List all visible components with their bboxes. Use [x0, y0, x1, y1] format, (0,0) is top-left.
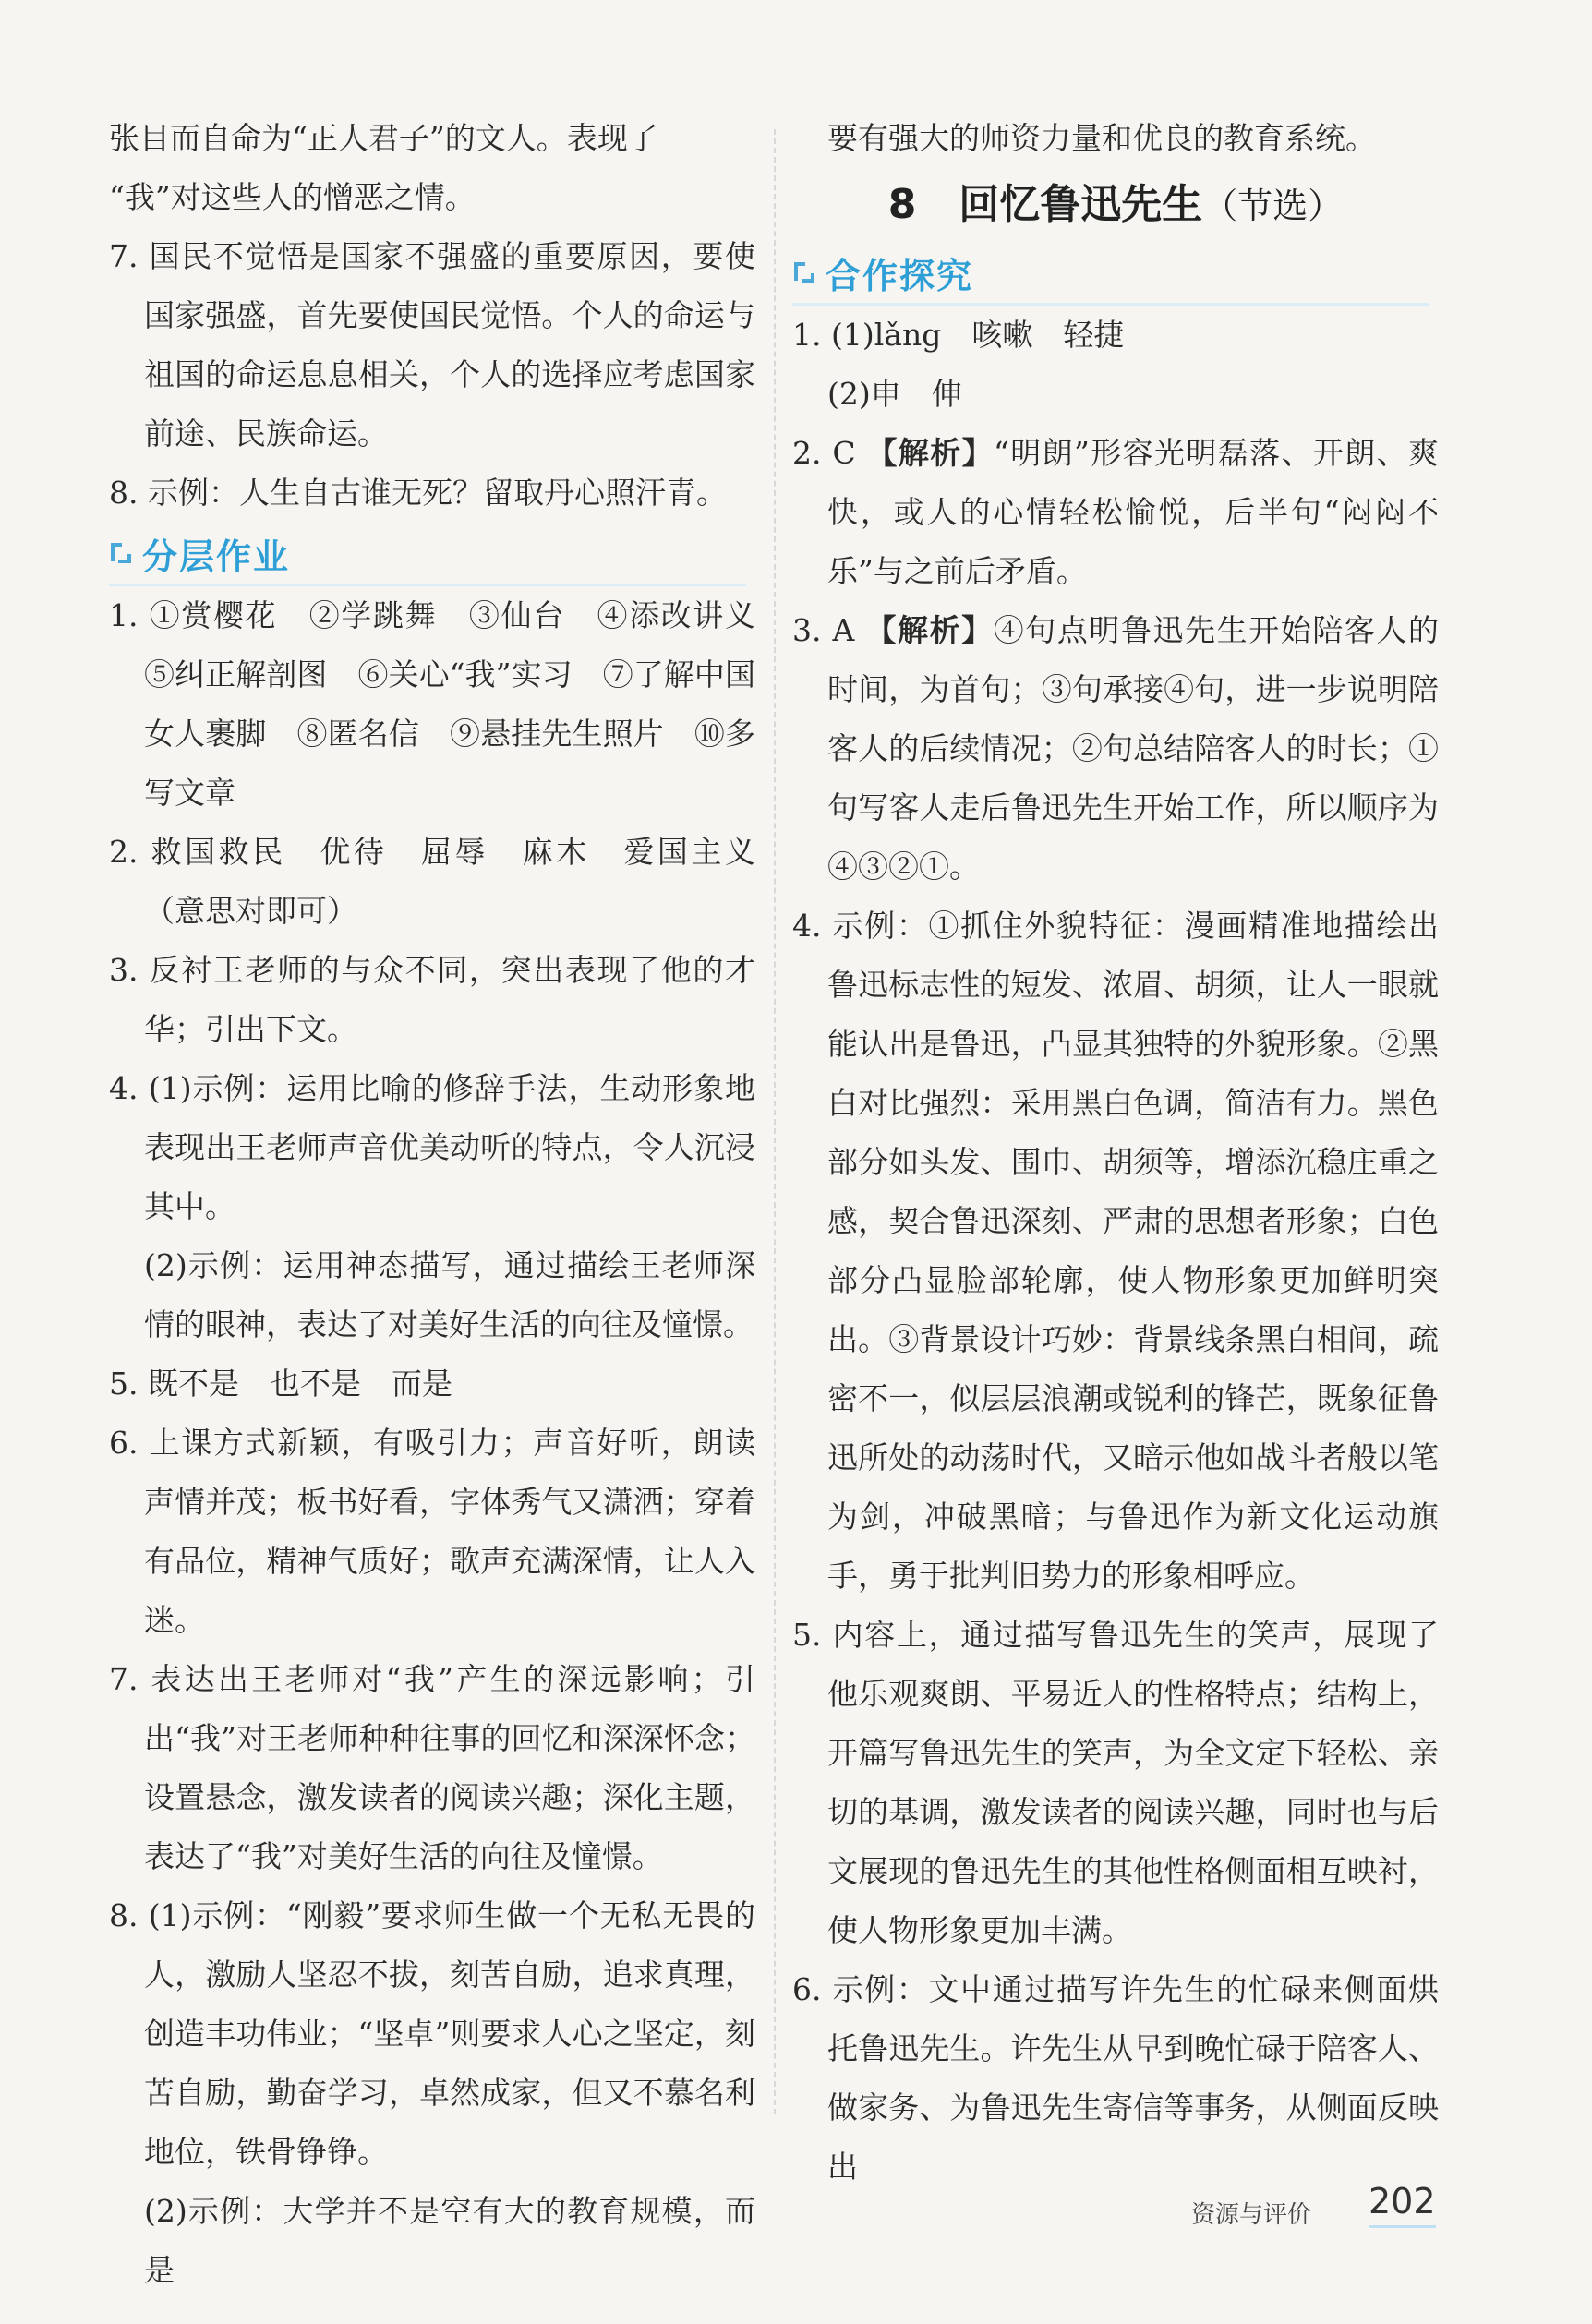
coop-answer-5: 5. 内容上，通过描写鲁迅先生的笑声，展现了他乐观爽朗、平易近人的性格特点；结构上，开篇写鲁迅先生的笑声，为全文定下轻松、亲切的基调，激发读者的阅读兴趣，同时也与后文展现的鲁迅先生的其他性格侧面相互映衬，使人物形象更加丰满。	[792, 1617, 1439, 1948]
layered-answer-2: 2. 救国救民 优待 屈辱 麻木 爱国主义（意思对即可）	[109, 834, 755, 929]
analysis-body: ④句点明鲁迅先生开始陪客人的时间，为首句；③句承接④句，进一步说明陪客人的后续情况；②句总结陪客人的时长；①句写客人走后鲁迅先生开始工作，所以顺序为④③②①。	[827, 612, 1440, 885]
page-number: 202	[1369, 2181, 1436, 2228]
intro-line-2: “我”对这些人的憎恶之情。	[109, 179, 476, 215]
layered-answer-4-part2: (2)示例：运用神态描写，通过描绘王老师深情的眼神，表达了对美好生活的向往及憧憬。	[144, 1247, 755, 1343]
section-title: 分层作业	[142, 536, 291, 577]
coop-answer-1-part2: (2)申 伸	[827, 376, 962, 412]
coop-answer-3	[792, 601, 1439, 897]
layered-answer-8-part1: 8. (1)示例：“刚毅”要求师生做一个无私无畏的人，激励人坚忍不拔，刻苦自励，追求真理，创造丰功伟业；“坚卓”则要求人心之坚定，刻苦自励，勤奋学习，卓然成家，但又不慕名利地位，铁骨铮铮。	[109, 1897, 755, 2170]
coop-answer-6: 6. 示例：文中通过描写许先生的忙碌来侧面烘托鲁迅先生。许先生从早到晚忙碌于陪客人、做家务、为鲁迅先生寄信等事务，从侧面反映出	[792, 1971, 1439, 2185]
analysis-body: “明朗”形容光明磊落、开朗、爽快，或人的心情轻松愉悦，后半句“闷闷不乐”与之前后矛盾。	[827, 435, 1439, 589]
footer-label: 资源与评价	[1191, 2201, 1312, 2229]
layered-answer-6: 6. 上课方式新颖，有吸引力；声音好听，朗读声情并茂；板书好看，字体秀气又潇洒；穿着有品位，精神气质好；歌声充满深情，让人入迷。	[109, 1425, 755, 1638]
layered-answer-8-part2: (2)示例：大学并不是空有大的教育规模，而是	[144, 2193, 755, 2288]
section-heading-cooperative	[792, 242, 1429, 306]
analysis-tag: 【解析】	[866, 435, 994, 471]
layered-answer-5: 5. 既不是 也不是 而是	[109, 1366, 452, 1402]
section-arrow-icon	[109, 539, 133, 567]
left-column	[109, 109, 786, 2300]
chapter-note: （节选）	[1202, 186, 1344, 226]
coop-answer-1-part1: 1. (1)lǎng 咳嗽 轻捷	[792, 317, 1125, 353]
chapter-title	[792, 168, 1439, 242]
chapter-name: 回忆鲁迅先生	[959, 181, 1203, 228]
section-title: 合作探究	[826, 255, 974, 296]
chapter-number: 8	[887, 181, 917, 228]
layered-answer-7: 7. 表达出王老师对“我”产生的深远影响；引出“我”对王老师种种往事的回忆和深深怀念；设置悬念，激发读者的阅读兴趣；深化主题，表达了“我”对美好生活的向往及憧憬。	[109, 1661, 755, 1874]
answer-head: 2. C	[792, 435, 867, 471]
layered-answer-3: 3. 反衬王老师的与众不同，突出表现了他的才华；引出下文。	[109, 952, 755, 1047]
answer-head: 3. A	[792, 612, 866, 648]
analysis-tag: 【解析】	[865, 612, 994, 648]
answer-7: 7. 国民不觉悟是国家不强盛的重要原因，要使国家强盛，首先要使国民觉悟。个人的命运与祖国的命运息息相关，个人的选择应考虑国家前途、民族命运。	[109, 238, 755, 452]
coop-answer-4: 4. 示例：①抓住外貌特征：漫画精准地描绘出鲁迅标志性的短发、浓眉、胡须，让人一眼就能认出是鲁迅，凸显其独特的外貌形象。②黑白对比强烈：采用黑白色调，简洁有力。黑色部分如头发、围巾、胡须等，增添沉稳庄重之感，契合鲁迅深刻、严肃的思想者形象；白色部分凸显脸部轮廓，使人物形象更加鲜明突出。③背景设计巧妙：背景线条黑白相间，疏密不一，似层层浪潮或锐利的锋芒，既象征鲁迅所处的动荡时代，又暗示他如战斗者般以笔为剑，冲破黑暗；与鲁迅作为新文化运动旗手，勇于批判旧势力的形象相呼应。	[792, 908, 1439, 1594]
answer-8: 8. 示例：人生自古谁无死？留取丹心照汗青。	[109, 475, 727, 511]
layered-answer-1: 1. ①赏樱花 ②学跳舞 ③仙台 ④添改讲义 ⑤纠正解剖图 ⑥关心“我”实习 ⑦了解中国女人裹脚 ⑧匿名信 ⑨悬挂先生照片 ⑩多写文章	[109, 597, 786, 811]
intro-line-1: 张目而自命为“正人君子”的文人。表现了	[109, 120, 658, 156]
section-arrow-icon	[792, 259, 816, 286]
continued-line: 要有强大的师资力量和优良的教育系统。	[827, 120, 1376, 156]
right-column	[792, 109, 1439, 2197]
section-heading-layered	[109, 523, 746, 586]
layered-answer-4-part1: 4. (1)示例：运用比喻的修辞手法，生动形象地表现出王老师声音优美动听的特点，令人沉浸其中。	[109, 1070, 755, 1224]
coop-answer-2	[792, 424, 1439, 601]
column-divider	[774, 129, 776, 2114]
